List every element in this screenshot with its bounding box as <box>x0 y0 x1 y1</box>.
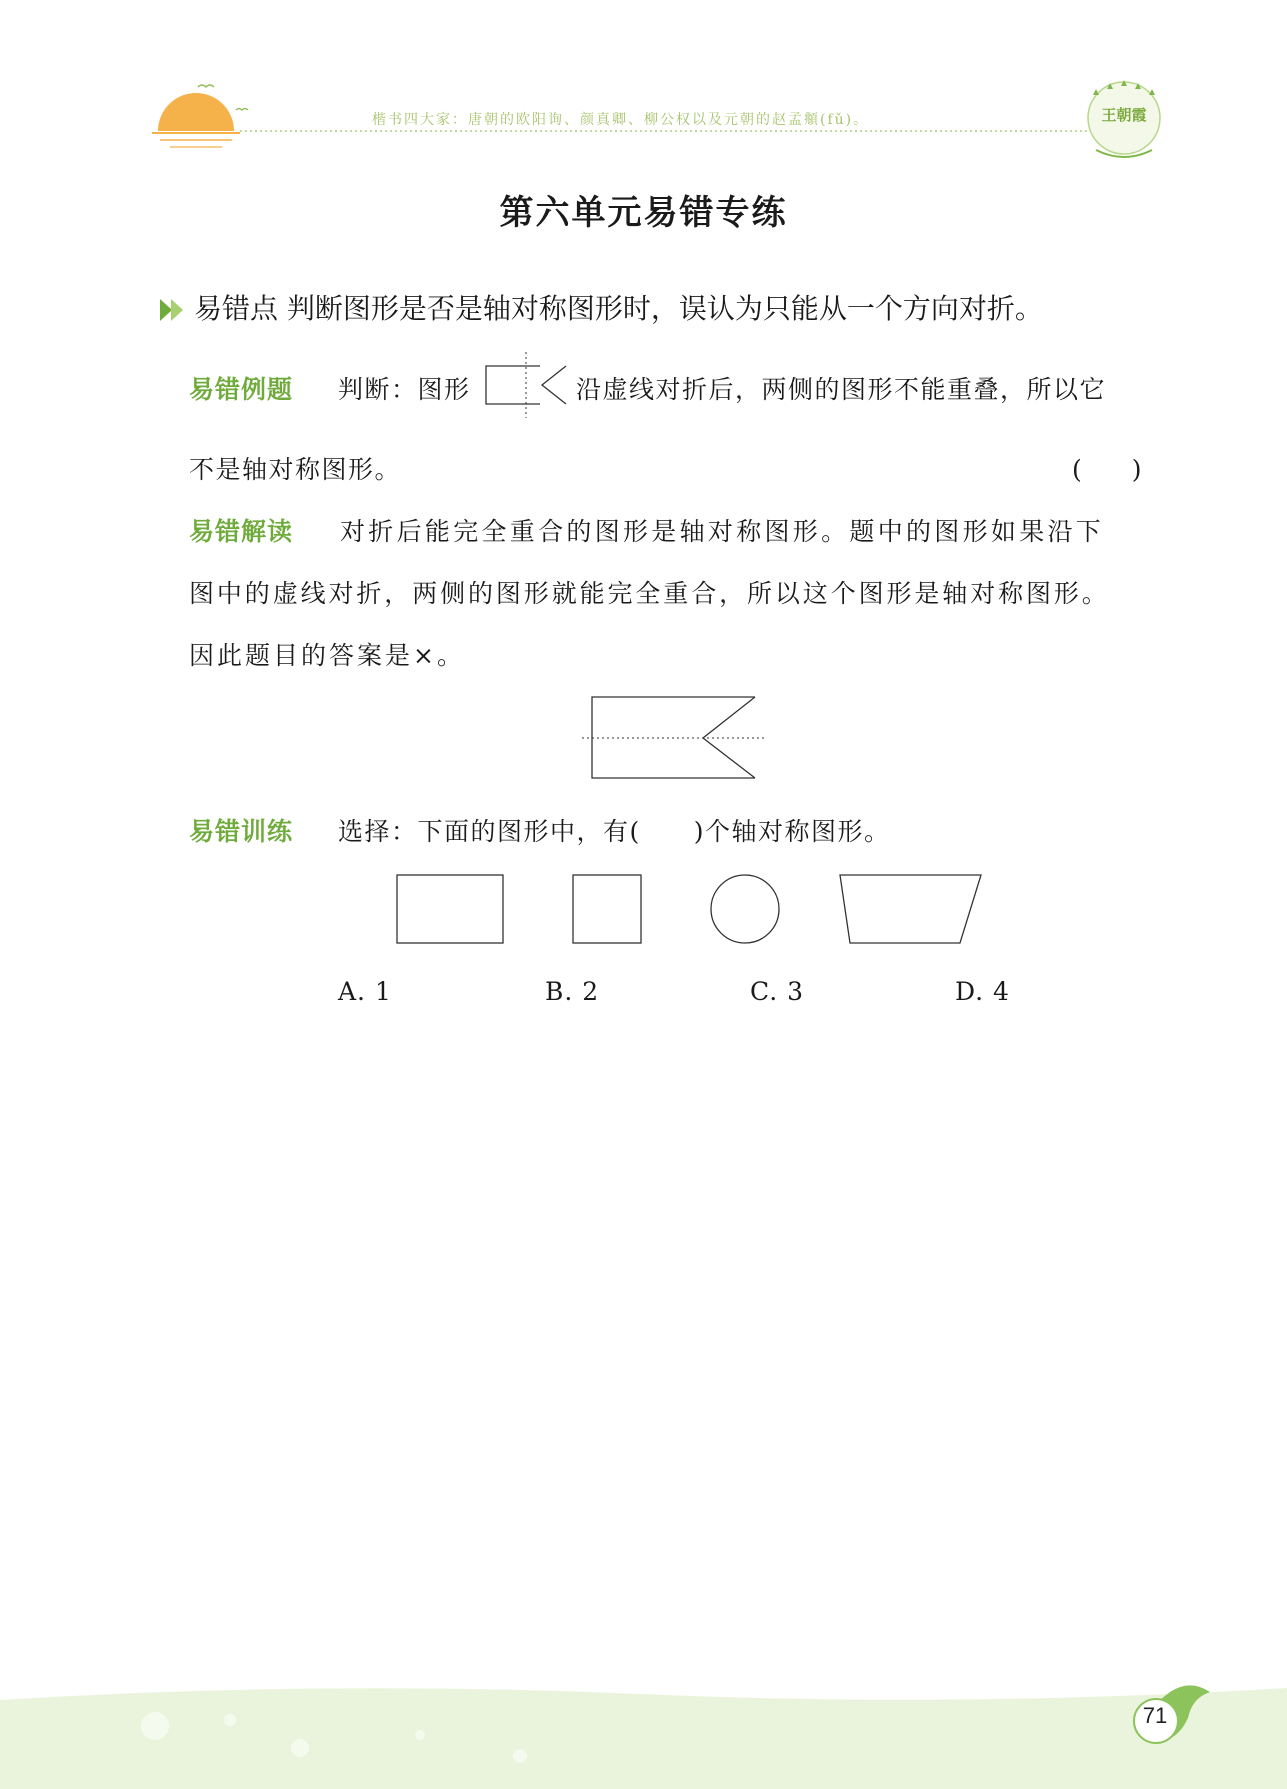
training-label: 易错训练 <box>189 817 294 846</box>
footer-decoration <box>0 1660 1287 1789</box>
pitfall-label: 易错点 <box>194 292 279 325</box>
page-title: 第六单元易错专练 <box>499 193 788 233</box>
analysis-line2: 图中的虚线对折，两侧的图形就能完全重合，所以这个图形是轴对称图形。 <box>189 579 1110 608</box>
pitfall-heading <box>158 287 1043 327</box>
option-a: A. 1 <box>338 977 392 1006</box>
option-b: B. 2 <box>545 977 600 1006</box>
analysis-line3: 因此题目的答案是×。 <box>189 641 465 670</box>
pitfall-text: 判断图形是否是轴对称图形时，误认为只能从一个方向对折。 <box>286 292 1043 325</box>
example-text-before: 判断：图形 <box>338 375 471 404</box>
parallelogram-shape <box>840 875 981 943</box>
analysis-line1: 对折后能完全重合的图形是轴对称图形。题中的图形如果沿下 <box>340 517 1105 546</box>
header-decoration <box>0 0 1287 170</box>
flag-figure-large <box>582 692 768 782</box>
rectangle-shape <box>397 875 503 943</box>
logo-text: 王朝霞 <box>1101 106 1147 124</box>
training-text: 选择：下面的图形中，有( )个轴对称图形。 <box>338 817 891 846</box>
header-motto: 楷书四大家：唐朝的欧阳询、颜真卿、柳公权以及元朝的赵孟頫(fǔ)。 <box>372 112 870 128</box>
analysis-label: 易错解读 <box>189 517 294 546</box>
double-arrow-icon <box>158 297 186 323</box>
circle-shape <box>711 875 779 943</box>
example-line2: 不是轴对称图形。 <box>189 455 402 484</box>
training-shapes <box>390 868 990 948</box>
sun-icon <box>152 93 240 147</box>
flag-figure-small <box>484 352 570 418</box>
option-c: C. 3 <box>750 977 805 1006</box>
square-shape <box>573 875 641 943</box>
option-d: D. 4 <box>955 977 1010 1006</box>
example-text-after: 沿虚线对折后，两侧的图形不能重叠，所以它 <box>576 375 1107 404</box>
answer-blank: ( ) <box>1072 455 1142 484</box>
example-label: 易错例题 <box>189 375 294 404</box>
page-number: 71 <box>1142 1703 1168 1728</box>
